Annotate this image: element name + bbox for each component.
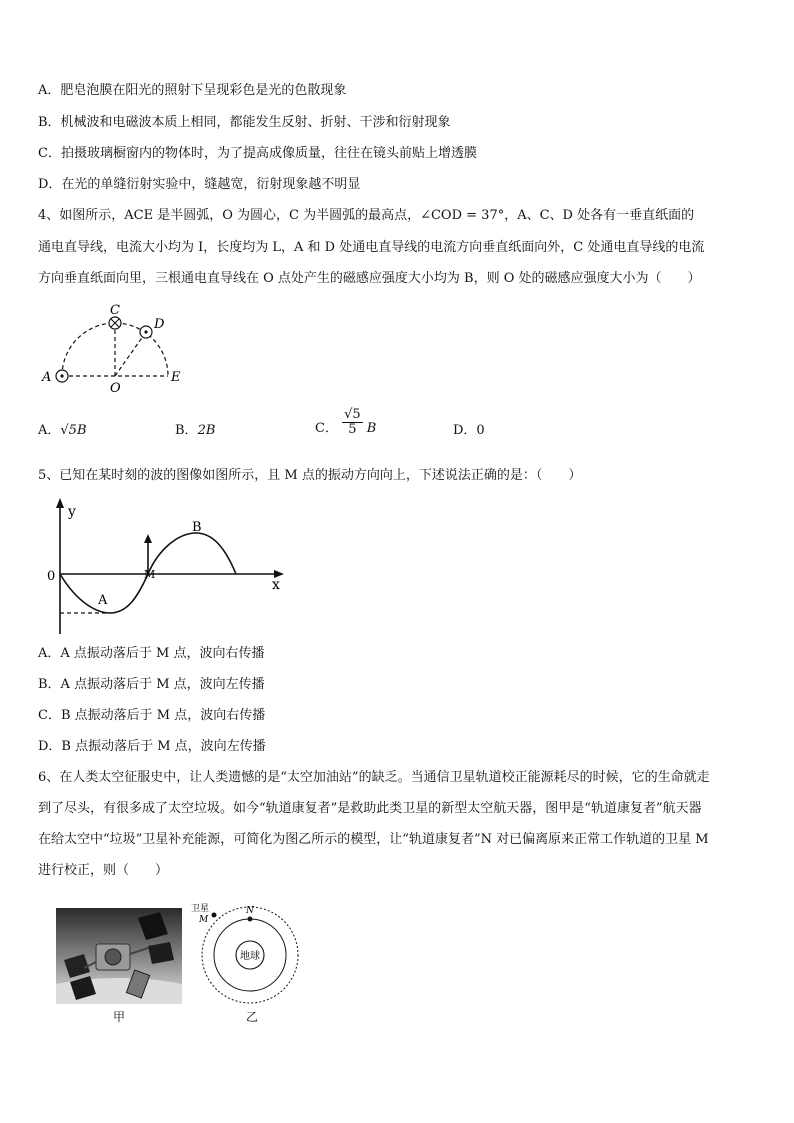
q6-stem-line-3: 在给太空中“垃圾”卫星补充能源，可简化为图乙所示的模型，让“轨道康复者”N 对已偏离原来正常工作轨道的卫星 M — [38, 832, 709, 847]
q3-option-c: C．拍摄玻璃橱窗内的物体时，为了提高成像质量，往往在镜头前贴上增透膜 — [38, 146, 477, 161]
wire-c-in-icon — [109, 317, 121, 329]
point-b-label: B — [192, 520, 202, 535]
satellite-label: 卫星 — [191, 904, 210, 914]
fig-yi-caption: 乙 — [246, 1010, 259, 1024]
wire-a-out-icon — [56, 370, 68, 382]
q4-stem-line-2: 通电直导线，电流大小均为 I，长度均为 L，A 和 D 处通电直导线的电流方向垂直纸面向外，C 处通电直导线的电流 — [38, 240, 705, 255]
point-m-label: M — [144, 568, 156, 581]
spacecraft-photo-icon — [56, 908, 182, 1004]
orbit-diagram — [188, 898, 308, 1008]
q4-stem-line-1: 4、如图所示，ACE 是半圆弧，O 为圆心，C 为半圆弧的最高点，∠COD = 37°，A、C、D 处各有一垂直纸面的 — [38, 208, 695, 223]
q6-stem-line-4: 进行校正，则（ ） — [38, 863, 169, 878]
q3-option-a: A．肥皂泡膜在阳光的照射下呈现彩色是光的色散现象 — [38, 83, 347, 98]
axis-x-label: x — [272, 577, 280, 593]
q6-stem-line-1: 6、在人类太空征服史中，让人类遗憾的是“太空加油站”的缺乏。当通信卫星轨道校正能源耗尽的时候，它的生命就走 — [38, 770, 710, 785]
q5-option-d: D．B 点振动落后于 M 点，波向左传播 — [38, 739, 266, 754]
q4-option-a: A．√5B — [38, 423, 87, 438]
q6-stem-line-2: 到了尽头，有很多成了太空垃圾。如今“轨道康复者”是救助此类卫星的新型太空航天器，图甲是“轨道康复者”航天器 — [38, 801, 702, 816]
q4-semicircle-figure — [38, 298, 198, 398]
m-label: M — [199, 915, 209, 925]
axis-y-label: y — [68, 504, 76, 520]
q3-option-b: B．机械波和电磁波本质上相同，都能发生反射、折射、干涉和衍射现象 — [38, 115, 451, 130]
label-a: A — [42, 370, 52, 385]
earth-label: 地球 — [240, 951, 260, 962]
q5-option-c: C．B 点振动落后于 M 点，波向右传播 — [38, 708, 266, 723]
wire-d-out-icon — [140, 326, 152, 338]
q5-option-b: B．A 点振动落后于 M 点，波向左传播 — [38, 677, 265, 692]
origin-label: 0 — [47, 569, 56, 584]
q4-stem-line-3: 方向垂直纸面向里，三根通电直导线在 O 点处产生的磁感应强度大小均为 B，则 O 处的磁感应强度大小为（ ） — [38, 271, 701, 286]
label-o: O — [110, 381, 121, 396]
satellite-m-icon — [212, 913, 217, 918]
point-a-label: A — [98, 593, 108, 608]
q4-option-b: B．2B — [175, 423, 216, 438]
label-e: E — [171, 370, 181, 385]
label-c: C — [110, 303, 120, 318]
q4-option-c: C． $\frac{√5}{5}$ B — [315, 407, 377, 437]
q5-stem: 5、已知在某时刻的波的图像如图所示，且 M 点的振动方向向上，下述说法正确的是：（ ） — [38, 468, 582, 483]
label-d: D — [154, 317, 165, 332]
q3-option-d: D．在光的单缝衍射实验中，缝越宽，衍射现象越不明显 — [38, 177, 361, 192]
fig-jia-caption: 甲 — [113, 1010, 126, 1024]
q5-option-a: A．A 点振动落后于 M 点，波向右传播 — [38, 646, 265, 661]
q5-wave-figure — [38, 496, 298, 636]
q4-option-d: D．0 — [453, 423, 485, 438]
n-label: N — [246, 906, 254, 916]
satellite-n-icon — [248, 917, 253, 922]
